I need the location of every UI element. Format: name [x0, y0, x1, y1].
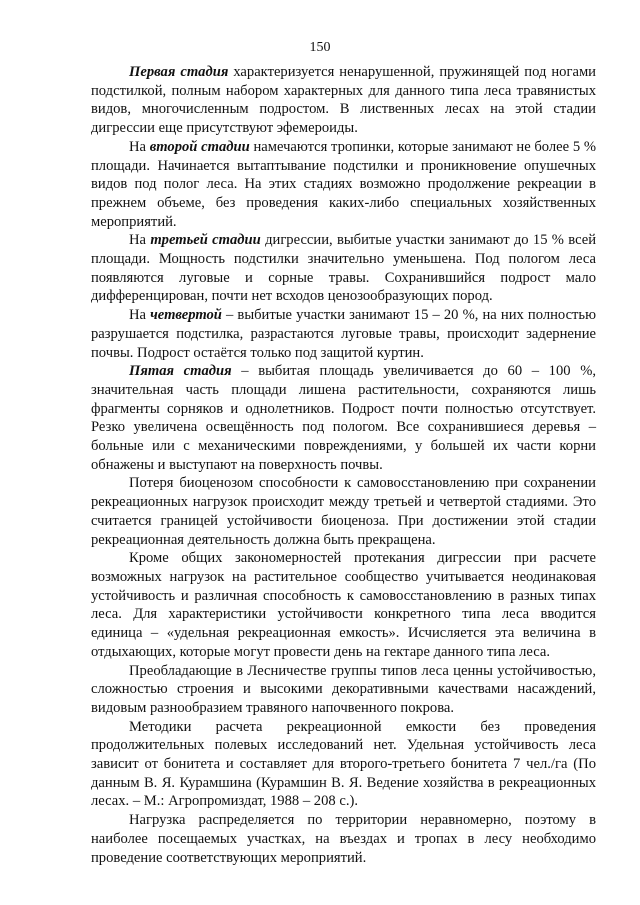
stage-4-lead: На [129, 307, 151, 324]
stage-4-text: – выбитые участки занимают 15 – 20 %, на них полностью разрушается подстилка, разрастаются луговые травы, происходит задернение почвы. Подрост остаётся только под защитой куртин. [91, 307, 596, 361]
paragraph-stage-2 [91, 138, 596, 232]
stage-1-term: Первая стадия [129, 64, 229, 80]
stage-2-term: второй стадии [149, 138, 250, 155]
page-number: 150 [309, 40, 331, 55]
paragraph-stage-5 [91, 362, 596, 474]
paragraph-stability-limit: Потеря биоценозом способности к самовосстановлению при сохранении рекреационных нагрузок происходит между третьей и четвертой стадиями. Это считается границей устойчивости биоценоза. При достижении этой стадии рекреационная деятельность должна быть прекращена. [91, 475, 596, 548]
stage-3-lead: На [129, 232, 151, 249]
stage-1-text: характеризуется ненарушенной, пружинящей под ногами подстилкой, полным набором характерных для данного типа леса травянистых видов, многочисленным подростом. В лиственных лесах на этой стадии дигрессии еще присутствуют эфемероиды. [91, 64, 596, 137]
stage-3-term: третьей стадии [150, 232, 261, 249]
paragraph-stage-1 [91, 63, 596, 138]
paragraph-forest-types: Преобладающие в Лесничестве группы типов леса ценны устойчивостью, сложностью строения и высокими декоративными качествами насаждений, видовым разнообразием травяного напочвенного покрова. [91, 662, 596, 716]
paragraph-load-distribution: Нагрузка распределяется по территории неравномерно, поэтому в наиболее посещаемых участках, на въездах и тропах в лесу необходимо проведение соответствующих мероприятий. [91, 812, 596, 866]
stage-5-text: – выбитая площадь увеличивается до 60 – 100 %, значительная часть площади лишена растительности, сохраняются лишь фрагменты сорняков и однолетников. Подрост почти полностью отсутствует. Резко увеличена освещённость под пологом. Все сохранившиеся деревья – больные или с механическими повреждениями, у большей их части корни обнажены и выступают на поверхность почвы. [91, 363, 596, 473]
paragraph-methods: Методики расчета рекреационной емкости без проведения продолжительных полевых исследований нет. Удельная устойчивость леса зависит от бонитета и составляет для второго-третьего бонитета 7 чел./га (По данным В. Я. Курамшина (Курамшин В. Я. Ведение хозяйства в рекреационных лесах. – М.: Агропромиздат, 1988 – 208 с.). [91, 718, 596, 810]
stage-5-term: Пятая стадия [129, 363, 232, 380]
paragraph-stage-4 [91, 306, 596, 362]
stage-4-term: четвертой [150, 307, 222, 324]
paragraph-stage-3 [91, 231, 596, 306]
paragraph-recreational-capacity: Кроме общих закономерностей протекания дигрессии при расчете возможных нагрузок на растительное сообщество учитывается неодинаковая устойчивость и различная способность к самовосстановлению в разных типах леса. Для характеристики устойчивости конкретного типа леса вводится единица – «удельная рекреационная емкость». Исчисляется эта величина в отдыхающих, которые могут провести день на гектаре данного типа леса. [91, 550, 596, 660]
stage-2-text: намечаются тропинки, которые занимают не более 5 % площади. Начинается вытаптывание подстилки и проникновение опушечных видов под полог леса. На этих стадиях возможно продолжение рекреации в прежнем объеме, без проведения каких-либо специальных хозяйственных мероприятий. [91, 138, 597, 230]
stage-2-lead: На [129, 138, 150, 155]
body-text [91, 63, 596, 867]
stage-3-text: дигрессии, выбитые участки занимают до 15 % всей площади. Мощность подстилки значительно уменьшена. Под пологом леса появляются луговые и сорные травы. Сохранившийся подрост мало дифференцирован, почти нет всходов ценозообразующих пород. [91, 232, 597, 305]
